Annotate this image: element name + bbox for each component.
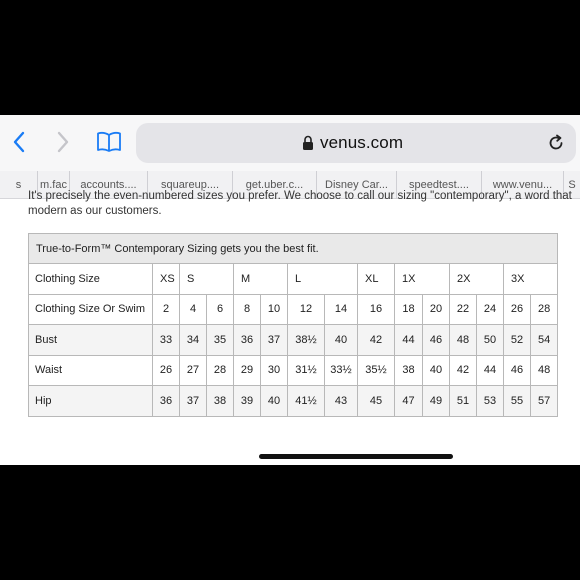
row-label: Bust — [29, 325, 153, 356]
url-domain: venus.com — [320, 133, 404, 152]
measurement-cell: 27 — [180, 355, 207, 386]
numeric-size-cell: 28 — [531, 294, 558, 325]
favorite-item[interactable]: www.venu... — [482, 171, 564, 199]
measurement-cell: 44 — [477, 355, 504, 386]
table-caption-row — [29, 234, 558, 264]
home-indicator[interactable] — [259, 454, 453, 459]
numeric-size-cell: 8 — [234, 294, 261, 325]
numeric-size-cell: 4 — [180, 294, 207, 325]
numeric-size-cell: 20 — [423, 294, 450, 325]
table-caption: True-to-Form™ Contemporary Sizing gets you the best fit. — [29, 234, 558, 264]
intro-text-line: modern as our customers. — [28, 205, 162, 217]
measurement-cell: 36 — [153, 386, 180, 417]
measurement-cell: 46 — [504, 355, 531, 386]
lock-icon — [302, 135, 314, 151]
browser-screen — [0, 115, 580, 465]
measurement-cell: 42 — [358, 325, 395, 356]
reload-button[interactable] — [544, 131, 568, 155]
size-group-cell: S — [180, 264, 234, 295]
size-group-cell: 2X — [450, 264, 504, 295]
numeric-size-cell: 24 — [477, 294, 504, 325]
measurement-cell: 48 — [531, 355, 558, 386]
measurement-cell: 57 — [531, 386, 558, 417]
measurement-cell: 54 — [531, 325, 558, 356]
numeric-size-cell: 26 — [504, 294, 531, 325]
measurement-cell: 26 — [153, 355, 180, 386]
table-row — [29, 294, 558, 325]
size-group-cell: L — [288, 264, 358, 295]
size-group-cell: M — [234, 264, 288, 295]
measurement-cell: 51 — [450, 386, 477, 417]
chevron-left-icon — [12, 131, 26, 153]
table-row — [29, 355, 558, 386]
numeric-size-cell: 18 — [395, 294, 423, 325]
table-row — [29, 386, 558, 417]
size-chart-table — [28, 233, 558, 417]
forward-button[interactable] — [48, 127, 78, 157]
size-group-cell: 1X — [395, 264, 450, 295]
row-label: Waist — [29, 355, 153, 386]
size-group-cell: XL — [358, 264, 395, 295]
measurement-cell: 30 — [261, 355, 288, 386]
measurement-cell: 34 — [180, 325, 207, 356]
measurement-cell: 50 — [477, 325, 504, 356]
measurement-cell: 44 — [395, 325, 423, 356]
measurement-cell: 28 — [207, 355, 234, 386]
numeric-size-cell: 2 — [153, 294, 180, 325]
bookmarks-button[interactable] — [92, 127, 126, 157]
numeric-size-cell: 16 — [358, 294, 395, 325]
size-group-cell: 3X — [504, 264, 558, 295]
table-row — [29, 325, 558, 356]
measurement-cell: 35½ — [358, 355, 395, 386]
favorite-item[interactable]: get.uber.c... — [233, 171, 317, 199]
measurement-cell: 37 — [180, 386, 207, 417]
measurement-cell: 36 — [234, 325, 261, 356]
measurement-cell: 31½ — [288, 355, 325, 386]
measurement-cell: 55 — [504, 386, 531, 417]
measurement-cell: 37 — [261, 325, 288, 356]
measurement-cell: 43 — [325, 386, 358, 417]
favorite-item[interactable]: S — [568, 179, 576, 191]
row-label: Clothing Size Or Swim — [29, 294, 153, 325]
address-display — [302, 123, 403, 163]
favorite-item[interactable]: m.fac — [38, 171, 70, 199]
numeric-size-cell: 12 — [288, 294, 325, 325]
measurement-cell: 38½ — [288, 325, 325, 356]
chevron-right-icon — [56, 131, 70, 153]
favorite-item[interactable]: accounts.... — [70, 171, 148, 199]
favorite-item[interactable]: s — [0, 171, 38, 199]
row-label: Clothing Size — [29, 264, 153, 295]
reload-icon — [547, 134, 565, 152]
measurement-cell: 46 — [423, 325, 450, 356]
measurement-cell: 38 — [207, 386, 234, 417]
measurement-cell: 45 — [358, 386, 395, 417]
favorite-item[interactable]: Disney Car... — [317, 171, 397, 199]
measurement-cell: 40 — [261, 386, 288, 417]
numeric-size-cell: 14 — [325, 294, 358, 325]
size-group-cell: XS — [153, 264, 180, 295]
open-book-icon — [96, 131, 122, 153]
measurement-cell: 41½ — [288, 386, 325, 417]
page-content — [0, 190, 580, 465]
numeric-size-cell: 22 — [450, 294, 477, 325]
row-label: Hip — [29, 386, 153, 417]
measurement-cell: 53 — [477, 386, 504, 417]
measurement-cell: 49 — [423, 386, 450, 417]
measurement-cell: 33½ — [325, 355, 358, 386]
measurement-cell: 39 — [234, 386, 261, 417]
measurement-cell: 47 — [395, 386, 423, 417]
measurement-cell: 42 — [450, 355, 477, 386]
back-button[interactable] — [4, 127, 34, 157]
favorite-item[interactable]: squareup.... — [148, 171, 233, 199]
measurement-cell: 40 — [423, 355, 450, 386]
browser-toolbar — [0, 115, 580, 171]
measurement-cell: 29 — [234, 355, 261, 386]
address-bar[interactable] — [136, 123, 576, 163]
table-row — [29, 264, 558, 295]
measurement-cell: 35 — [207, 325, 234, 356]
measurement-cell: 38 — [395, 355, 423, 386]
favorite-item[interactable]: speedtest.... — [397, 171, 482, 199]
measurement-cell: 33 — [153, 325, 180, 356]
measurement-cell: 48 — [450, 325, 477, 356]
measurement-cell: 40 — [325, 325, 358, 356]
measurement-cell: 52 — [504, 325, 531, 356]
numeric-size-cell: 10 — [261, 294, 288, 325]
numeric-size-cell: 6 — [207, 294, 234, 325]
intro-text-line: It's precisely the even-numbered sizes you prefer. We choose to call our sizing "contemporary", a word that — [28, 190, 572, 202]
